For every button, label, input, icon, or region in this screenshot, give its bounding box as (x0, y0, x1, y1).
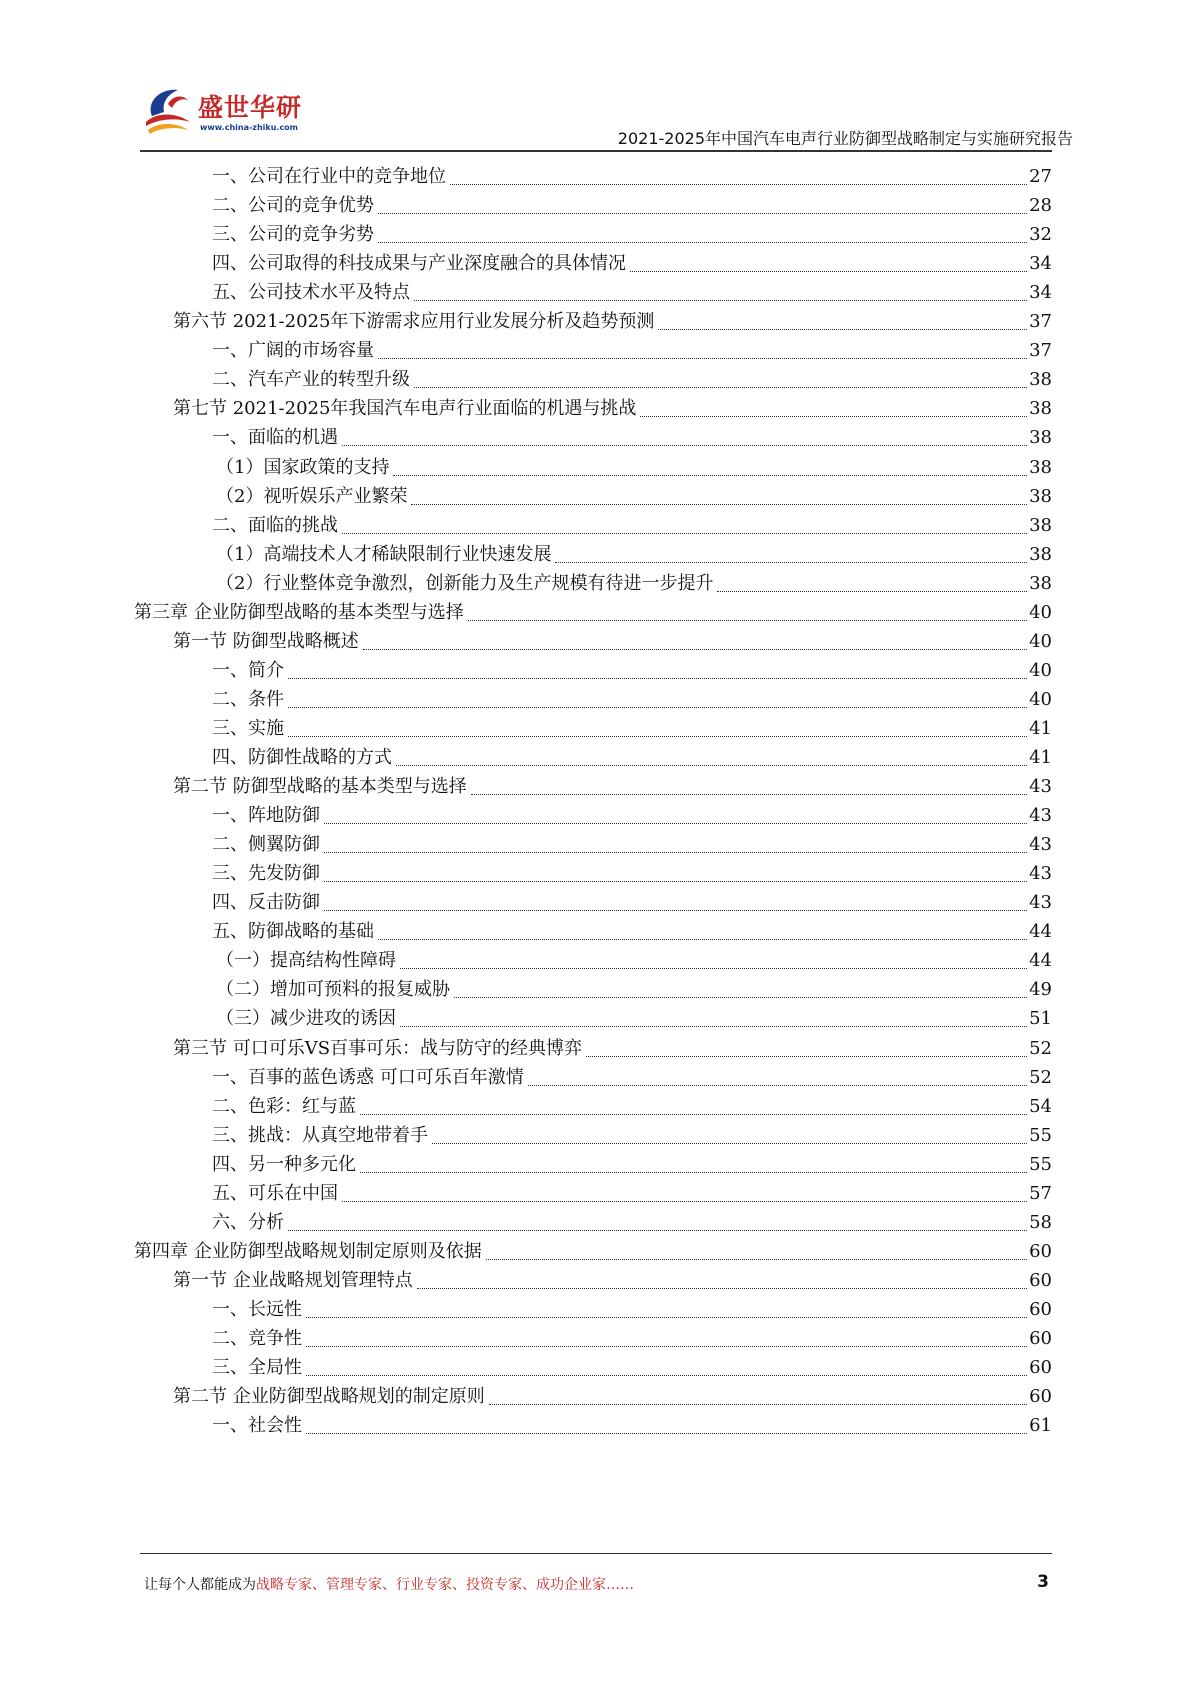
footer-slogan-prefix: 让每个人都能成为 (144, 1577, 256, 1593)
toc-entry-label: 一、简介 (212, 660, 284, 681)
toc-entry[interactable] (212, 1063, 1052, 1093)
footer-slogan (144, 1574, 634, 1594)
toc-dot-leader (378, 212, 1027, 214)
toc-entry[interactable] (216, 1004, 1052, 1034)
toc-entry[interactable] (173, 1266, 1052, 1296)
toc-entry-page: 37 (1029, 311, 1052, 332)
toc-dot-leader (432, 1142, 1027, 1144)
toc-entry-page: 28 (1029, 195, 1052, 216)
toc-entry-label: 四、防御性战略的方式 (212, 747, 392, 768)
toc-entry[interactable] (216, 453, 1052, 483)
toc-entry-page: 34 (1029, 253, 1052, 274)
toc-entry-label: 第二节 防御型战略的基本类型与选择 (173, 776, 467, 797)
toc-dot-leader (414, 386, 1027, 388)
toc-dot-leader (400, 967, 1027, 969)
toc-entry-label: 一、面临的机遇 (212, 427, 338, 448)
toc-entry[interactable] (212, 220, 1052, 250)
toc-entry-page: 60 (1029, 1299, 1052, 1320)
toc-entry-page: 37 (1029, 340, 1052, 361)
toc-dot-leader (306, 1432, 1027, 1434)
toc-entry[interactable] (134, 1237, 1052, 1267)
toc-entry-page: 38 (1029, 427, 1052, 448)
toc-entry-page: 40 (1029, 602, 1052, 623)
toc-entry-page: 55 (1029, 1154, 1052, 1175)
toc-dot-leader (586, 1055, 1027, 1057)
toc-entry-label: （三）减少进攻的诱因 (216, 1008, 396, 1029)
footer-slogan-highlight: 战略专家、管理专家、行业专家、投资专家、成功企业家…… (256, 1577, 634, 1593)
logo-url: www.china-zhiku.com (200, 123, 299, 132)
toc-entry-label: 二、竞争性 (212, 1328, 302, 1349)
toc-entry-page: 57 (1029, 1183, 1052, 1204)
toc-entry-page: 43 (1029, 834, 1052, 855)
toc-entry-label: 第三章 企业防御型战略的基本类型与选择 (134, 602, 464, 623)
toc-entry-label: 第四章 企业防御型战略规划制定原则及依据 (134, 1241, 482, 1262)
toc-entry-label: 二、色彩：红与蓝 (212, 1096, 356, 1117)
toc-dot-leader (342, 444, 1027, 446)
toc-entry[interactable] (212, 743, 1052, 773)
toc-entry[interactable] (212, 191, 1052, 221)
toc-entry-label: （二）增加可预料的报复威胁 (216, 979, 450, 1000)
toc-entry[interactable] (216, 540, 1052, 570)
toc-entry-label: 第一节 防御型战略概述 (173, 631, 359, 652)
toc-entry[interactable] (212, 1208, 1052, 1238)
toc-dot-leader (306, 1316, 1027, 1318)
toc-entry[interactable] (212, 1092, 1052, 1122)
toc-entry[interactable] (134, 598, 1052, 628)
toc-entry[interactable] (212, 336, 1052, 366)
toc-dot-leader (486, 1258, 1027, 1260)
toc-entry[interactable] (212, 1295, 1052, 1325)
toc-entry[interactable] (212, 830, 1052, 860)
toc-dot-leader (630, 270, 1027, 272)
toc-entry-label: （1）国家政策的支持 (216, 457, 390, 478)
toc-entry-page: 40 (1029, 631, 1052, 652)
toc-entry-label: 一、阵地防御 (212, 805, 320, 826)
toc-dot-leader (555, 561, 1027, 563)
toc-entry[interactable] (212, 1121, 1052, 1151)
toc-dot-leader (411, 503, 1027, 505)
toc-entry-label: 三、先发防御 (212, 863, 320, 884)
toc-entry-page: 38 (1029, 486, 1052, 507)
toc-entry[interactable] (212, 1353, 1052, 1383)
toc-entry-page: 38 (1029, 457, 1052, 478)
toc-entry-page: 38 (1029, 544, 1052, 565)
toc-dot-leader (658, 328, 1027, 330)
toc-dot-leader (324, 909, 1027, 911)
toc-entry-page: 44 (1029, 921, 1052, 942)
toc-dot-leader (360, 1171, 1027, 1173)
toc-entry-page: 43 (1029, 805, 1052, 826)
toc-entry-label: 第三节 可口可乐VS百事可乐：战与防守的经典博弈 (173, 1038, 583, 1059)
toc-entry-page: 60 (1029, 1328, 1052, 1349)
toc-dot-leader (528, 1084, 1027, 1086)
toc-dot-leader (378, 357, 1027, 359)
toc-entry-page: 41 (1029, 718, 1052, 739)
toc-dot-leader (342, 532, 1027, 534)
toc-entry-label: 三、公司的竞争劣势 (212, 224, 374, 245)
toc-entry-label: （一）提高结构性障碍 (216, 950, 396, 971)
toc-entry-page: 60 (1029, 1386, 1052, 1407)
toc-dot-leader (400, 1025, 1027, 1027)
toc-entry-label: （2）视听娱乐产业繁荣 (216, 486, 408, 507)
toc-dot-leader (393, 474, 1027, 476)
toc-entry-page: 52 (1029, 1067, 1052, 1088)
toc-entry-page: 60 (1029, 1270, 1052, 1291)
toc-entry[interactable] (212, 917, 1052, 947)
toc-entry[interactable] (216, 569, 1052, 599)
toc-entry-label: 六、分析 (212, 1212, 284, 1233)
toc-dot-leader (324, 851, 1027, 853)
toc-entry-page: 32 (1029, 224, 1052, 245)
toc-entry[interactable] (216, 975, 1052, 1005)
toc-entry-page: 49 (1029, 979, 1052, 1000)
footer-divider (140, 1553, 1052, 1554)
toc-entry-page: 44 (1029, 950, 1052, 971)
toc-entry-page: 60 (1029, 1357, 1052, 1378)
toc-entry[interactable] (212, 365, 1052, 395)
page-header (0, 0, 1191, 150)
toc-dot-leader (288, 1229, 1027, 1231)
toc-entry[interactable] (212, 1150, 1052, 1180)
toc-entry-page: 27 (1029, 166, 1052, 187)
toc-entry[interactable] (212, 685, 1052, 715)
toc-entry-page: 40 (1029, 689, 1052, 710)
toc-entry-label: 三、实施 (212, 718, 284, 739)
toc-dot-leader (396, 764, 1027, 766)
toc-dot-leader (640, 415, 1027, 417)
toc-entry-page: 40 (1029, 660, 1052, 681)
toc-dot-leader (489, 1403, 1027, 1405)
toc-entry-label: 五、公司技术水平及特点 (212, 282, 410, 303)
toc-dot-leader (417, 1287, 1027, 1289)
toc-dot-leader (288, 677, 1027, 679)
toc-entry-page: 58 (1029, 1212, 1052, 1233)
toc-dot-leader (414, 299, 1027, 301)
toc-entry[interactable] (173, 1034, 1052, 1064)
toc-entry[interactable] (212, 278, 1052, 308)
toc-dot-leader (717, 590, 1027, 592)
toc-entry-label: 四、公司取得的科技成果与产业深度融合的具体情况 (212, 253, 626, 274)
toc-entry-page: 43 (1029, 892, 1052, 913)
toc-dot-leader (360, 1113, 1027, 1115)
toc-dot-leader (468, 619, 1027, 621)
toc-entry-page: 38 (1029, 369, 1052, 390)
toc-dot-leader (450, 183, 1027, 185)
toc-entry[interactable] (173, 1382, 1052, 1412)
toc-entry-label: 四、另一种多元化 (212, 1154, 356, 1175)
toc-entry-page: 34 (1029, 282, 1052, 303)
toc-entry[interactable] (212, 249, 1052, 279)
toc-entry-page: 43 (1029, 776, 1052, 797)
toc-dot-leader (471, 793, 1027, 795)
toc-entry[interactable] (212, 1411, 1052, 1441)
toc-entry-page: 60 (1029, 1241, 1052, 1262)
toc-entry-label: 二、条件 (212, 689, 284, 710)
toc-entry[interactable] (212, 1179, 1052, 1209)
toc-entry-page: 61 (1029, 1415, 1052, 1436)
toc-dot-leader (324, 880, 1027, 882)
toc-dot-leader (342, 1200, 1027, 1202)
toc-entry-label: 第七节 2021-2025年我国汽车电声行业面临的机遇与挑战 (173, 398, 637, 419)
toc-entry[interactable] (212, 888, 1052, 918)
toc-entry-label: 一、公司在行业中的竞争地位 (212, 166, 446, 187)
logo-name: 盛世华研 (198, 93, 303, 122)
toc-entry-page: 54 (1029, 1096, 1052, 1117)
toc-entry[interactable] (212, 1324, 1052, 1354)
toc-entry[interactable] (173, 394, 1052, 424)
toc-entry-page: 41 (1029, 747, 1052, 768)
toc-entry[interactable] (173, 307, 1052, 337)
toc-dot-leader (324, 822, 1027, 824)
toc-entry-label: 五、可乐在中国 (212, 1183, 338, 1204)
toc-dot-leader (306, 1374, 1027, 1376)
toc-entry[interactable] (212, 423, 1052, 453)
toc-entry-page: 52 (1029, 1038, 1052, 1059)
toc-entry-label: 四、反击防御 (212, 892, 320, 913)
toc-entry[interactable] (212, 162, 1052, 192)
toc-entry[interactable] (173, 772, 1052, 802)
toc-dot-leader (378, 241, 1027, 243)
toc-entry-label: 二、公司的竞争优势 (212, 195, 374, 216)
toc-entry-page: 38 (1029, 515, 1052, 536)
toc-entry-page: 43 (1029, 863, 1052, 884)
toc-entry[interactable] (173, 627, 1052, 657)
toc-entry-label: 二、面临的挑战 (212, 515, 338, 536)
toc-dot-leader (363, 648, 1027, 650)
toc-entry-label: 第六节 2021-2025年下游需求应用行业发展分析及趋势预测 (173, 311, 655, 332)
toc-entry-label: 第二节 企业防御型战略规划的制定原则 (173, 1386, 485, 1407)
toc-entry[interactable] (212, 714, 1052, 744)
toc-dot-leader (306, 1345, 1027, 1347)
toc-dot-leader (288, 735, 1027, 737)
toc-entry-label: 一、社会性 (212, 1415, 302, 1436)
toc-dot-leader (288, 706, 1027, 708)
toc-entry-page: 38 (1029, 573, 1052, 594)
toc-entry-label: （2）行业整体竞争激烈，创新能力及生产规模有待进一步提升 (216, 573, 714, 594)
toc-entry[interactable] (212, 859, 1052, 889)
toc-entry-label: 第一节 企业战略规划管理特点 (173, 1270, 413, 1291)
toc-entry-page: 51 (1029, 1008, 1052, 1029)
toc-entry[interactable] (216, 482, 1052, 512)
logo-emblem-icon (138, 82, 198, 142)
toc-dot-leader (454, 996, 1027, 998)
header-divider (140, 150, 1052, 152)
toc-entry[interactable] (216, 946, 1052, 976)
toc-entry-label: 二、侧翼防御 (212, 834, 320, 855)
document-title: 2021-2025年中国汽车电声行业防御型战略制定与实施研究报告 (617, 129, 1073, 148)
toc-entry-page: 55 (1029, 1125, 1052, 1146)
toc-entry-label: 一、长远性 (212, 1299, 302, 1320)
toc-entry-label: 二、汽车产业的转型升级 (212, 369, 410, 390)
toc-entry[interactable] (212, 511, 1052, 541)
toc-entry-label: 五、防御战略的基础 (212, 921, 374, 942)
toc-dot-leader (378, 938, 1027, 940)
toc-entry[interactable] (212, 656, 1052, 686)
toc-entry-page: 38 (1029, 398, 1052, 419)
company-logo (138, 82, 318, 144)
toc-entry-label: 三、挑战：从真空地带着手 (212, 1125, 428, 1146)
toc-entry-label: （1）高端技术人才稀缺限制行业快速发展 (216, 544, 552, 565)
toc-entry-label: 一、百事的蓝色诱惑 可口可乐百年激情 (212, 1067, 524, 1088)
toc-entry[interactable] (212, 801, 1052, 831)
toc-entry-label: 一、广阔的市场容量 (212, 340, 374, 361)
toc-entry-label: 三、全局性 (212, 1357, 302, 1378)
page-number: 3 (1037, 1572, 1049, 1592)
